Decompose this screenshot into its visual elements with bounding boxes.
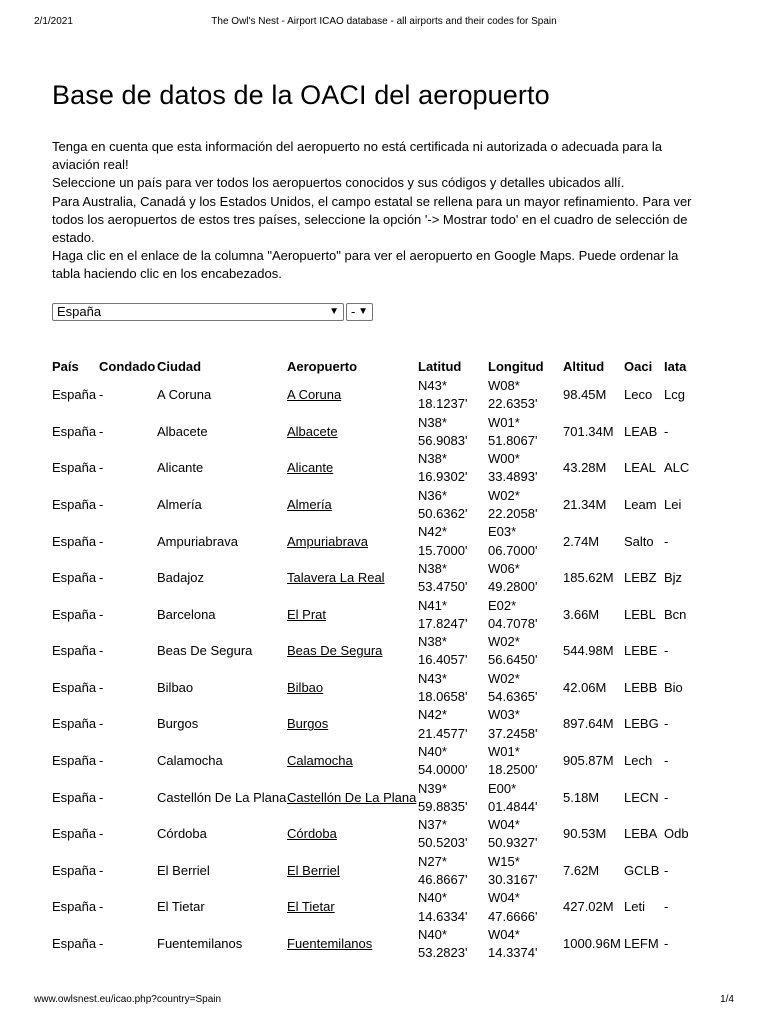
cell-longitud-degrees: W01* xyxy=(488,414,520,430)
cell-iata: Odb xyxy=(664,826,689,842)
cell-oaci: LEBL xyxy=(624,606,656,622)
airport-link[interactable]: Alicante xyxy=(287,460,334,476)
header-latitud[interactable]: Latitud xyxy=(418,358,462,374)
cell-oaci: LEBA xyxy=(624,826,658,842)
cell-longitud-degrees: W03* xyxy=(488,707,520,723)
cell-aeropuerto xyxy=(287,633,418,670)
cell-latitud-minutes: 50.6362' xyxy=(418,506,468,522)
cell-longitud-minutes: 18.2500' xyxy=(488,762,538,778)
header-condado[interactable]: Condado xyxy=(99,358,156,374)
cell-latitud-minutes: 21.4577' xyxy=(418,725,468,741)
cell-pais: España xyxy=(52,753,97,769)
cell-longitud-degrees: W04* xyxy=(488,890,520,906)
cell-longitud-minutes: 37.2458' xyxy=(488,725,538,741)
airports-table xyxy=(52,355,704,963)
airport-link[interactable]: Burgos xyxy=(287,716,329,732)
cell-pais: España xyxy=(52,936,97,952)
cell-oaci: Salto xyxy=(624,533,654,549)
header-longitud[interactable]: Longitud xyxy=(488,358,544,374)
cell-latitud-minutes: 18.0658' xyxy=(418,689,468,705)
chevron-down-icon: ▼ xyxy=(358,306,368,317)
table-row xyxy=(52,670,704,707)
cell-oaci: Lech xyxy=(624,753,653,769)
cell-latitud xyxy=(418,450,488,487)
cell-condado: - xyxy=(99,716,104,732)
cell-condado: - xyxy=(99,826,104,842)
airport-link[interactable]: Talavera La Real xyxy=(287,570,385,586)
airport-link[interactable]: Almería xyxy=(287,496,332,512)
cell-longitud xyxy=(488,450,563,487)
cell-ciudad: Ampuriabrava xyxy=(157,533,238,549)
cell-latitud xyxy=(418,706,488,743)
cell-iata: - xyxy=(664,862,669,878)
cell-latitud-minutes: 56.9083' xyxy=(418,432,468,448)
cell-latitud-minutes: 16.4057' xyxy=(418,652,468,668)
header-pais[interactable]: País xyxy=(52,358,79,374)
cell-oaci: LEAL xyxy=(624,460,656,476)
cell-condado: - xyxy=(99,570,104,586)
cell-condado: - xyxy=(99,496,104,512)
cell-aeropuerto xyxy=(287,450,418,487)
cell-latitud-minutes: 54.0000' xyxy=(418,762,468,778)
table-row xyxy=(52,414,704,451)
cell-aeropuerto xyxy=(287,926,418,963)
cell-aeropuerto xyxy=(287,853,418,890)
table-row xyxy=(52,487,704,524)
cell-longitud-minutes: 06.7000' xyxy=(488,542,538,558)
cell-condado: - xyxy=(99,862,104,878)
cell-ciudad: Burgos xyxy=(157,716,199,732)
airport-link[interactable]: El Tietar xyxy=(287,899,335,915)
table-row xyxy=(52,633,704,670)
cell-latitud-degrees: N38* xyxy=(418,451,447,467)
cell-ciudad: El Tietar xyxy=(157,899,205,915)
intro-select-country: Seleccione un país para ver todos los aeropuertos conocidos y sus códigos y detalles ubicados allí. xyxy=(52,175,625,191)
intro-state-field: Para Australia, Canadá y los Estados Unidos, el campo estatal se rellena para un mayor refinamiento. Para ver todos los aeropuertos de estos tres países, seleccione la opción '-> Mostrar todo' en el cuadro de selección de estado. xyxy=(52,193,692,246)
cell-condado: - xyxy=(99,899,104,915)
state-select[interactable] xyxy=(346,303,373,321)
cell-aeropuerto xyxy=(287,743,418,780)
cell-longitud xyxy=(488,853,563,890)
cell-iata: ALC xyxy=(664,460,690,476)
cell-latitud-minutes: 16.9302' xyxy=(418,469,468,485)
cell-aeropuerto xyxy=(287,889,418,926)
airport-link[interactable]: Bilbao xyxy=(287,679,324,695)
cell-aeropuerto xyxy=(287,670,418,707)
cell-longitud xyxy=(488,816,563,853)
cell-longitud xyxy=(488,597,563,634)
cell-oaci: LECN xyxy=(624,789,659,805)
print-url: www.owlsnest.eu/icao.php?country=Spain xyxy=(34,994,222,1005)
cell-altitud: 905.87M xyxy=(563,753,614,769)
cell-aeropuerto xyxy=(287,523,418,560)
cell-oaci: Leti xyxy=(624,899,645,915)
cell-longitud xyxy=(488,670,563,707)
cell-iata: - xyxy=(664,716,669,732)
header-altitud[interactable]: Altitud xyxy=(563,358,605,374)
cell-latitud-degrees: N37* xyxy=(418,817,447,833)
table-row xyxy=(52,597,704,634)
cell-altitud: 21.34M xyxy=(563,496,607,512)
cell-pais: España xyxy=(52,789,97,805)
table-row xyxy=(52,377,704,414)
page-title: Base de datos de la OACI del aeropuerto xyxy=(52,80,550,110)
cell-longitud-degrees: W02* xyxy=(488,487,520,503)
cell-altitud: 544.98M xyxy=(563,643,614,659)
airport-link[interactable]: A Coruna xyxy=(287,387,342,403)
cell-latitud-minutes: 18.1237' xyxy=(418,396,468,412)
cell-longitud-degrees: W04* xyxy=(488,817,520,833)
cell-latitud-degrees: N42* xyxy=(418,707,447,723)
cell-longitud-minutes: 33.4893' xyxy=(488,469,538,485)
airport-link[interactable]: Córdoba xyxy=(287,826,337,842)
cell-latitud-degrees: N40* xyxy=(418,890,447,906)
airport-link[interactable]: Castellón De La Plana xyxy=(287,789,417,805)
cell-aeropuerto xyxy=(287,706,418,743)
cell-longitud-degrees: E00* xyxy=(488,780,517,796)
header-aeropuerto[interactable]: Aeropuerto xyxy=(287,358,358,374)
table-row xyxy=(52,816,704,853)
airport-link[interactable]: El Prat xyxy=(287,606,327,622)
cell-pais: España xyxy=(52,826,97,842)
cell-longitud xyxy=(488,926,563,963)
cell-longitud-minutes: 22.2058' xyxy=(488,506,538,522)
cell-oaci: Leam xyxy=(624,496,657,512)
cell-ciudad: Córdoba xyxy=(157,826,207,842)
cell-pais: España xyxy=(52,387,97,403)
cell-latitud-minutes: 50.5203' xyxy=(418,835,468,851)
cell-oaci: LEBG xyxy=(624,716,659,732)
cell-latitud-minutes: 59.8835' xyxy=(418,798,468,814)
cell-latitud xyxy=(418,816,488,853)
cell-longitud xyxy=(488,633,563,670)
cell-longitud-minutes: 54.6365' xyxy=(488,689,538,705)
cell-ciudad: Calamocha xyxy=(157,753,223,769)
cell-iata: - xyxy=(664,753,669,769)
cell-longitud-minutes: 04.7078' xyxy=(488,615,538,631)
table-row xyxy=(52,560,704,597)
table-row xyxy=(52,706,704,743)
cell-longitud-degrees: W00* xyxy=(488,451,520,467)
cell-ciudad: Albacete xyxy=(157,423,208,439)
header-ciudad[interactable]: Ciudad xyxy=(157,358,202,374)
cell-oaci: LEBZ xyxy=(624,570,657,586)
cell-pais: España xyxy=(52,679,97,695)
cell-pais: España xyxy=(52,862,97,878)
state-select-value: - xyxy=(351,304,356,319)
cell-longitud-degrees: W01* xyxy=(488,743,520,759)
cell-latitud xyxy=(418,560,488,597)
airport-link[interactable]: El Berriel xyxy=(287,862,340,878)
cell-longitud xyxy=(488,377,563,414)
table-row xyxy=(52,743,704,780)
cell-latitud xyxy=(418,377,488,414)
airport-link[interactable]: Beas De Segura xyxy=(287,643,383,659)
cell-longitud xyxy=(488,560,563,597)
table-row xyxy=(52,853,704,890)
cell-longitud-degrees: W02* xyxy=(488,634,520,650)
cell-latitud-degrees: N38* xyxy=(418,414,447,430)
cell-condado: - xyxy=(99,423,104,439)
cell-altitud: 1000.96M xyxy=(563,936,621,952)
cell-ciudad: Castellón De La Plana xyxy=(157,789,287,805)
country-select-value: España xyxy=(57,304,102,319)
cell-longitud-degrees: W06* xyxy=(488,560,520,576)
cell-longitud xyxy=(488,889,563,926)
cell-longitud-minutes: 51.8067' xyxy=(488,432,538,448)
cell-pais: España xyxy=(52,643,97,659)
cell-pais: España xyxy=(52,570,97,586)
cell-iata: Bio xyxy=(664,679,683,695)
cell-oaci: LEBB xyxy=(624,679,658,695)
cell-latitud-minutes: 53.2823' xyxy=(418,945,468,961)
cell-iata: Lei xyxy=(664,496,682,512)
print-header xyxy=(34,16,734,30)
cell-longitud-degrees: W04* xyxy=(488,926,520,942)
cell-ciudad: Barcelona xyxy=(157,606,216,622)
cell-latitud xyxy=(418,670,488,707)
cell-condado: - xyxy=(99,533,104,549)
cell-latitud-minutes: 14.6334' xyxy=(418,908,468,924)
cell-condado: - xyxy=(99,679,104,695)
intro-maps-link: Haga clic en el enlace de la columna "Aeropuerto" para ver el aeropuerto en Google Maps. Puede ordenar la tabla haciendo clic en los encabezados. xyxy=(52,248,679,282)
cell-longitud-minutes: 01.4844' xyxy=(488,798,538,814)
table-row xyxy=(52,450,704,487)
cell-latitud-degrees: N38* xyxy=(418,560,447,576)
cell-aeropuerto xyxy=(287,560,418,597)
cell-pais: España xyxy=(52,606,97,622)
cell-pais: España xyxy=(52,533,97,549)
cell-aeropuerto xyxy=(287,780,418,817)
table-row xyxy=(52,780,704,817)
cell-latitud xyxy=(418,743,488,780)
cell-oaci: LEBE xyxy=(624,643,658,659)
cell-longitud-minutes: 47.6666' xyxy=(488,908,538,924)
cell-iata: - xyxy=(664,899,669,915)
cell-pais: España xyxy=(52,899,97,915)
cell-latitud xyxy=(418,633,488,670)
airport-link[interactable]: Albacete xyxy=(287,423,338,439)
cell-ciudad: Almería xyxy=(157,496,202,512)
cell-latitud-minutes: 17.8247' xyxy=(418,615,468,631)
cell-latitud-degrees: N43* xyxy=(418,378,447,393)
cell-longitud-degrees: W15* xyxy=(488,853,520,869)
cell-condado: - xyxy=(99,789,104,805)
cell-longitud-degrees: W08* xyxy=(488,378,520,393)
cell-iata: Lcg xyxy=(664,387,685,403)
cell-altitud: 42.06M xyxy=(563,679,607,695)
cell-iata: - xyxy=(664,643,669,659)
cell-latitud xyxy=(418,487,488,524)
cell-aeropuerto xyxy=(287,487,418,524)
cell-latitud-degrees: N39* xyxy=(418,780,447,796)
cell-ciudad: Badajoz xyxy=(157,570,204,586)
header-oaci[interactable]: Oaci xyxy=(624,358,653,374)
cell-latitud-degrees: N42* xyxy=(418,524,447,540)
print-document-title: The Owl's Nest - Airport ICAO database - all airports and their codes for Spain xyxy=(211,16,557,27)
cell-aeropuerto xyxy=(287,597,418,634)
cell-iata: - xyxy=(664,423,669,439)
cell-oaci: Leco xyxy=(624,387,653,403)
table-row xyxy=(52,926,704,963)
cell-longitud xyxy=(488,743,563,780)
cell-altitud: 2.74M xyxy=(563,533,600,549)
cell-latitud xyxy=(418,597,488,634)
cell-latitud xyxy=(418,853,488,890)
cell-latitud xyxy=(418,523,488,560)
table-row xyxy=(52,523,704,560)
airport-link[interactable]: Ampuriabrava xyxy=(287,533,368,549)
cell-altitud: 43.28M xyxy=(563,460,607,476)
cell-aeropuerto xyxy=(287,377,418,414)
cell-longitud-minutes: 56.6450' xyxy=(488,652,538,668)
cell-altitud: 427.02M xyxy=(563,899,614,915)
cell-latitud-minutes: 53.4750' xyxy=(418,579,468,595)
cell-altitud: 185.62M xyxy=(563,570,614,586)
cell-iata: - xyxy=(664,936,669,952)
cell-altitud: 897.64M xyxy=(563,716,614,732)
cell-aeropuerto xyxy=(287,414,418,451)
cell-iata: - xyxy=(664,789,669,805)
cell-latitud-degrees: N40* xyxy=(418,926,447,942)
cell-longitud-degrees: W02* xyxy=(488,670,520,686)
country-select[interactable] xyxy=(52,303,344,321)
cell-oaci: GCLB xyxy=(624,862,660,878)
airport-link[interactable]: Calamocha xyxy=(287,753,353,769)
cell-ciudad: A Coruna xyxy=(157,387,212,403)
cell-ciudad: Alicante xyxy=(157,460,204,476)
cell-latitud xyxy=(418,926,488,963)
cell-pais: España xyxy=(52,423,97,439)
cell-ciudad: Bilbao xyxy=(157,679,194,695)
cell-pais: España xyxy=(52,460,97,476)
cell-ciudad: Beas De Segura xyxy=(157,643,253,659)
cell-latitud-degrees: N38* xyxy=(418,634,447,650)
cell-ciudad: El Berriel xyxy=(157,862,210,878)
cell-longitud-minutes: 22.6353' xyxy=(488,396,538,412)
cell-longitud-minutes: 30.3167' xyxy=(488,872,538,888)
cell-altitud: 5.18M xyxy=(563,789,600,805)
cell-latitud-minutes: 15.7000' xyxy=(418,542,468,558)
cell-pais: España xyxy=(52,496,97,512)
intro-text xyxy=(52,138,704,284)
cell-altitud: 90.53M xyxy=(563,826,607,842)
cell-altitud: 98.45M xyxy=(563,387,607,403)
airport-link[interactable]: Fuentemilanos xyxy=(287,936,373,952)
cell-longitud xyxy=(488,487,563,524)
cell-latitud xyxy=(418,414,488,451)
table-row xyxy=(52,889,704,926)
intro-warning: Tenga en cuenta que esta información del aeropuerto no está certificada ni autorizada o adecuada para la aviación real! xyxy=(52,139,662,173)
cell-altitud: 3.66M xyxy=(563,606,600,622)
cell-iata: Bcn xyxy=(664,606,687,622)
cell-latitud-degrees: N41* xyxy=(418,597,447,613)
cell-longitud-minutes: 14.3374' xyxy=(488,945,538,961)
cell-latitud-minutes: 46.8667' xyxy=(418,872,468,888)
cell-latitud-degrees: N36* xyxy=(418,487,447,503)
cell-longitud xyxy=(488,706,563,743)
cell-altitud: 7.62M xyxy=(563,862,600,878)
cell-condado: - xyxy=(99,753,104,769)
print-date: 2/1/2021 xyxy=(34,16,73,27)
cell-longitud-degrees: E02* xyxy=(488,597,517,613)
cell-condado: - xyxy=(99,460,104,476)
header-iata[interactable]: Iata xyxy=(664,358,687,374)
cell-altitud: 701.34M xyxy=(563,423,614,439)
cell-iata: - xyxy=(664,533,669,549)
cell-longitud-degrees: E03* xyxy=(488,524,517,540)
cell-ciudad: Fuentemilanos xyxy=(157,936,243,952)
cell-longitud xyxy=(488,523,563,560)
print-page-number: 1/4 xyxy=(720,994,734,1005)
cell-latitud xyxy=(418,889,488,926)
cell-latitud xyxy=(418,780,488,817)
cell-condado: - xyxy=(99,606,104,622)
cell-longitud xyxy=(488,414,563,451)
cell-longitud-minutes: 50.9327' xyxy=(488,835,538,851)
cell-aeropuerto xyxy=(287,816,418,853)
cell-condado: - xyxy=(99,387,104,403)
cell-oaci: LEFM xyxy=(624,936,659,952)
cell-longitud-minutes: 49.2800' xyxy=(488,579,538,595)
table-header-row xyxy=(52,355,704,377)
cell-condado: - xyxy=(99,936,104,952)
cell-pais: España xyxy=(52,716,97,732)
cell-iata: Bjz xyxy=(664,570,683,586)
cell-latitud-degrees: N40* xyxy=(418,743,447,759)
chevron-down-icon: ▼ xyxy=(329,306,339,317)
print-footer xyxy=(34,994,734,1008)
cell-latitud-degrees: N27* xyxy=(418,853,447,869)
cell-longitud xyxy=(488,780,563,817)
cell-latitud-degrees: N43* xyxy=(418,670,447,686)
cell-oaci: LEAB xyxy=(624,423,658,439)
cell-condado: - xyxy=(99,643,104,659)
